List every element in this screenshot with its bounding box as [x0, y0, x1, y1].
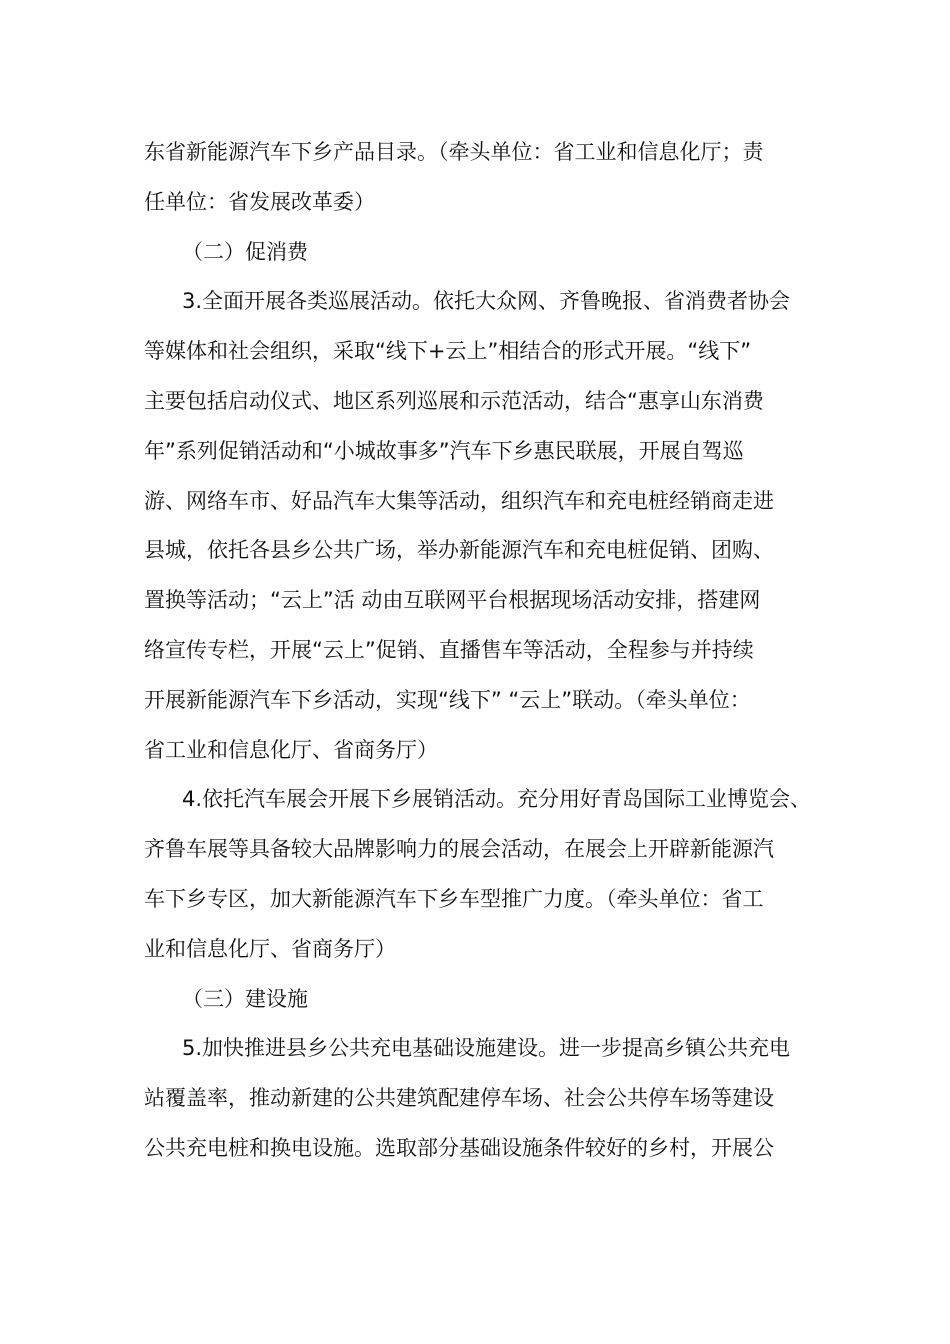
text-line-13: 省工业和信息化厅、省商务厅） [144, 737, 438, 762]
item-5-first-line: 5.加快推进县乡公共充电基础设施建设。进一步提高乡镇公共充电 [182, 1036, 791, 1061]
text-line-5: 等媒体和社会组织，采取“线下+云上”相结合的形式开展。“线下” [144, 339, 752, 364]
text-line-2: 任单位：省发展改革委） [144, 189, 375, 214]
text-line-15: 齐鲁车展等具备较大品牌影响力的展会活动，在展会上开辟新能源汽 [144, 837, 774, 862]
text-line-9: 县城，依托各县乡公共广场，举办新能源汽车和充电桩促销、团购、 [144, 538, 774, 563]
item-4-first-line: 4.依托汽车展会开展下乡展销活动。充分用好青岛国际工业博览会、 [182, 787, 812, 812]
text-line-6: 主要包括启动仪式、地区系列巡展和示范活动，结合“惠享山东消费 [144, 388, 764, 413]
text-line-1: 东省新能源汽车下乡产品目录。（牵头单位：省工业和信息化厅；责 [144, 140, 764, 164]
text-line-7: 年”系列促销活动和“小城故事多”汽车下乡惠民联展，开展自驾巡 [144, 438, 744, 463]
document-body [144, 128, 814, 1174]
section-heading-2: （二）促消费 [182, 239, 308, 264]
text-line-20: 站覆盖率，推动新建的公共建筑配建停车场、社会公共停车场等建设 [144, 1086, 774, 1111]
text-line-17: 业和信息化厅、省商务厅） [144, 936, 396, 961]
item-3-first-line: 3.全面开展各类巡展活动。依托大众网、齐鲁晚报、省消费者协会 [182, 289, 791, 314]
text-line-11: 络宣传专栏，开展“云上”促销、直播售车等活动，全程参与并持续 [144, 637, 754, 662]
text-line-21: 公共充电桩和换电设施。选取部分基础设施条件较好的乡村，开展公 [144, 1135, 774, 1160]
text-line-8: 游、网络车市、好品汽车大集等活动，组织汽车和充电桩经销商走进 [144, 488, 774, 513]
section-heading-3: （三）建设施 [182, 986, 308, 1011]
text-line-12: 开展新能源汽车下乡活动，实现“线下” “云上”联动。（牵头单位： [144, 687, 751, 712]
text-line-10: 置换等活动；“云上”活 动由互联网平台根据现场活动安排，搭建网 [144, 588, 761, 613]
text-line-16: 车下乡专区，加大新能源汽车下乡车型推广力度。（牵头单位：省工 [144, 886, 764, 911]
